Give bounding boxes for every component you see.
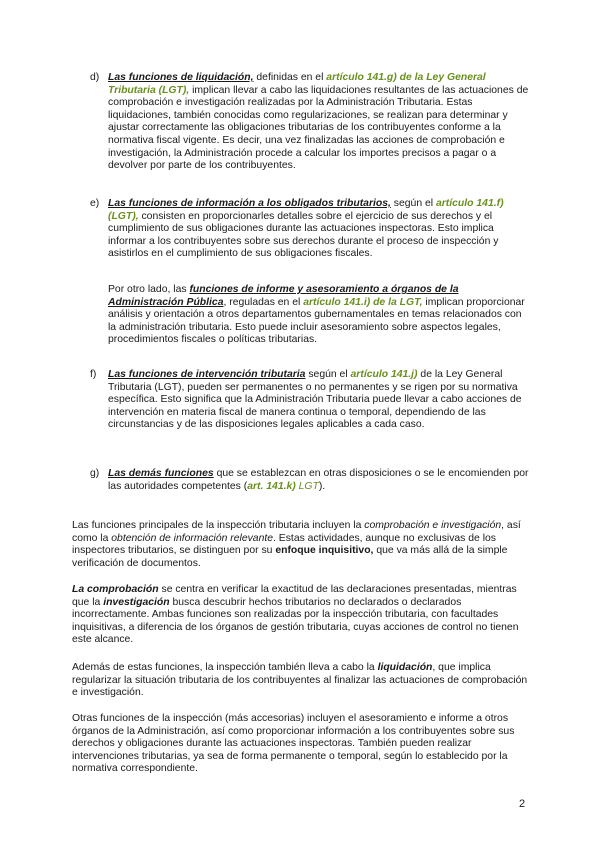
item-f-title: Las funciones de intervención tributaria — [108, 369, 306, 380]
item-d-t1: definidas en el — [253, 72, 327, 83]
item-d-body: implican llevar a cabo las liquidaciones resultantes de las actuaciones de comprobación e investigación realizadas por la Administración Tributaria. Estas liquidaciones, también conocidas como regularizaciones, se realizan para determinar y ajustar correctamente las obligaciones tributarias de los contribuyentes conforme a la normativa fiscal vigente. Es decir, una vez finalizadas las acciones de comprobación e investigación, la Administración procede a calcular los importes precisos a pagar o a devolver por parte de los contribuyentes. — [108, 84, 529, 172]
item-g-ref2: LGT — [295, 480, 319, 492]
paragraph-other-functions: Otras funciones de la inspección (más accesorias) incluyen el asesoramiento e informe a otros órganos de la Administración, así como proporcionar información a los contribuyentes sobre sus derechos y obligaciones durante las actuaciones inspectoras. También pueden realizar intervenciones tributarias, ya sea de forma permanente o temporal, según lo establecido por la normativa correspondiente. — [72, 713, 515, 775]
p1-d: obtención de información relevante — [111, 532, 274, 544]
item-g-t2: ). — [318, 480, 326, 492]
item-e-body: consisten en proporcionarles detalles sobre el ejercicio de sus derechos y el cumplimiento de sus obligaciones durante las actuaciones inspectoras. Esto implica informar a los contribuyentes sobre sus derechos durante el proceso de inspección y asistirlos en el cumplimiento de sus obligaciones fiscales. — [108, 210, 499, 260]
p2-a: La comprobación — [72, 584, 159, 595]
list-marker-g: g) — [90, 468, 100, 479]
item-f-ref: artículo 141.j) — [350, 369, 418, 380]
item-g-t1: que se establezcan en otras disposiciones o se le encomienden por las autoridades competentes ( — [108, 468, 529, 492]
item-g-text — [108, 468, 532, 493]
item-f-body: de la Ley General Tributaria (LGT), pueden ser permanentes o no permanentes y se rigen por su normativa específica. Esto significa que la Administración Tributaria puede llevar a cabo acciones de intervención en materia fiscal de manera continua o temporal, dependiendo de las circunstancias y de las disposiciones legales aplicables a cada caso. — [108, 369, 522, 431]
paragraph-comprobacion — [72, 584, 532, 647]
p3-b: liquidación — [377, 662, 433, 673]
item-g-ref: art. 141.k) — [247, 480, 296, 492]
item-e-t1: según el — [390, 198, 436, 209]
item-f-text — [108, 369, 532, 432]
p1-f: enfoque inquisitivo, — [275, 545, 374, 557]
item-g-title: Las demás funciones — [108, 468, 214, 479]
page-number: 2 — [519, 798, 526, 810]
list-marker-f: f) — [90, 369, 97, 380]
paragraph-liquidacion — [72, 662, 532, 700]
p2-d: busca descubrir hechos tributarios no declarados o declarados incorrectamente. Ambas funciones son realizadas por la inspección tributaria, con facultades inquisitivas, a diferencia de los órganos de gestión tributaria, cuyas acciones de control no tienen este alcance. — [72, 596, 519, 646]
item-d-ref: artículo 141.g) de la Ley General Tributaria (LGT), — [108, 72, 486, 96]
item-f-t1: según el — [305, 369, 351, 380]
p3-a: Además de estas funciones, la inspección también lleva a cabo la — [72, 662, 378, 673]
p3-c: , que implica regularizar la situación tributaria de los contribuyentes al finalizar las actuaciones de comprobación e investigación. — [72, 662, 528, 699]
item-e2-t1: , reguladas en el — [223, 296, 304, 308]
item-d-text — [108, 72, 532, 173]
item-e2-ref: artículo 141.i) de la LGT, — [303, 296, 423, 308]
p2-c: investigación — [103, 596, 170, 608]
list-marker-d: d) — [90, 72, 100, 83]
item-e-text — [108, 198, 532, 261]
p1-a: Las funciones principales de la inspección tributaria incluyen la — [72, 520, 365, 531]
p1-g: que va más allá de la simple verificación de documentos. — [72, 545, 508, 569]
p1-c: , así como la — [72, 520, 521, 544]
item-e-ref: artículo 141.f) (LGT), — [108, 198, 504, 222]
item-e2-body: implican proporcionar análisis y orientación a otros departamentos gubernamentales en temas relacionados con la administración tributaria. Esto puede incluir asesoramiento sobre aspectos legales, procedimientos fiscales o políticas tributarias. — [108, 296, 525, 346]
item-e-title: Las funciones de información a los obligados tributarios, — [108, 198, 391, 209]
item-e-continuation — [108, 284, 532, 347]
item-e2-t0: Por otro lado, las — [108, 284, 190, 295]
list-marker-e: e) — [90, 198, 100, 209]
item-d-title: Las funciones de liquidación, — [108, 72, 254, 83]
p1-e: . Estas actividades, aunque no exclusivas de los inspectores tributarios, se distinguen por su — [72, 532, 496, 557]
p2-b: se centra en verificar la exactitud de las declaraciones presentadas, mientras que la — [72, 584, 517, 608]
item-e2-title: funciones de informe y asesoramiento a órganos de la Administración Pública — [108, 284, 459, 308]
p1-b: comprobación e investigación — [364, 520, 502, 531]
paragraph-main-functions — [72, 520, 532, 570]
